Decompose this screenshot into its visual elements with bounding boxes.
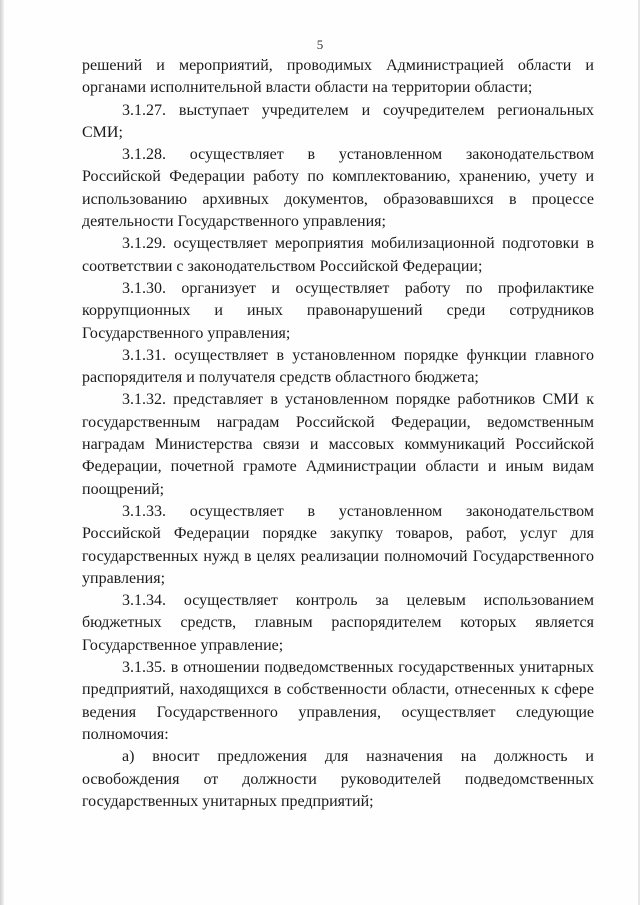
paragraph-item-a: а) вносит предложения для назначения на должность и освобождения от должности руководителей подведомственных государственных унитарных предприятий; bbox=[82, 748, 594, 810]
paragraph-3-1-34: 3.1.34. осуществляет контроль за целевым использованием бюджетных средств, главным распорядителем которых является Государственное управление; bbox=[82, 592, 594, 654]
paragraph-3-1-30: 3.1.30. организует и осуществляет работу по профилактике коррупционных и иных правонарушений среди сотрудников Государственного управления; bbox=[82, 279, 594, 342]
paragraph-3-1-27: 3.1.27. выступает учредителем и соучредителем региональных СМИ; bbox=[82, 101, 594, 141]
paragraph-continuation: решений и мероприятий, проводимых Администрацией области и органами исполнительной власти области на территории области; bbox=[82, 57, 594, 97]
paragraph-3-1-33: 3.1.33. осуществляет в установленном законодательством Российской Федерации порядке закупку товаров, работ, услуг для государственных нужд в целях реализации полномочий Государственного управления; bbox=[82, 502, 594, 587]
paragraph-3-1-29: 3.1.29. осуществляет мероприятия мобилизационной подготовки в соответствии с законодательством Российской Федерации; bbox=[82, 235, 594, 275]
scan-left-edge bbox=[0, 0, 4, 905]
paragraph-3-1-31: 3.1.31. осуществляет в установленном порядке функции главного распорядителя и получателя средств областного бюджета; bbox=[82, 346, 594, 387]
page-number: 5 bbox=[316, 37, 324, 52]
document-body bbox=[82, 55, 594, 813]
paragraph-3-1-35: 3.1.35. в отношении подведомственных государственных унитарных предприятий, находящихся в собственности области, отнесенных к сфере ведения Государственного управления, осуществляет следующие полномочия: bbox=[82, 659, 594, 743]
paragraph-3-1-32: 3.1.32. представляет в установленном порядке работников СМИ к государственным наградам Российской Федерации, ведомственным наградам Министерства связи и массовых коммуникаций Российской Федерации, почетной грамоте Администрации области и иным видам поощрений; bbox=[82, 391, 594, 498]
paragraph-3-1-28: 3.1.28. осуществляет в установленном законодательством Российской Федерации работу по комплектованию, хранению, учету и использованию архивных документов, образовавшихся в процессе деятельности Государственного управления; bbox=[82, 146, 594, 231]
